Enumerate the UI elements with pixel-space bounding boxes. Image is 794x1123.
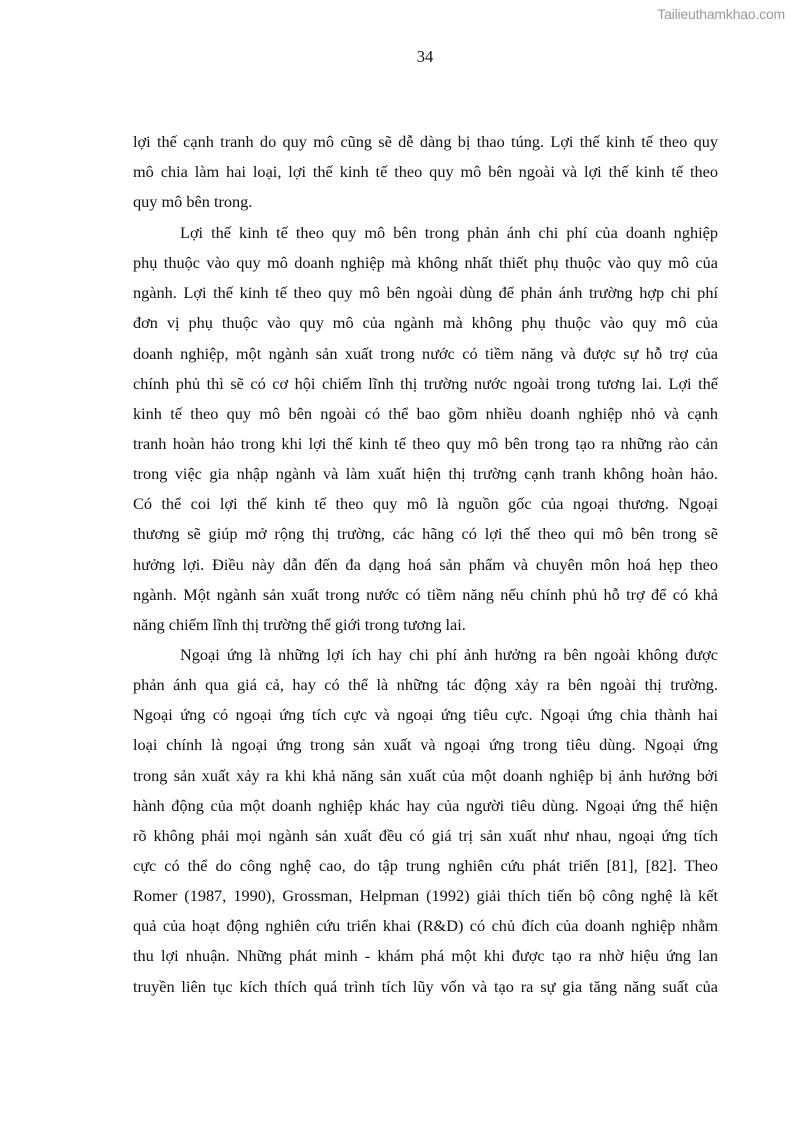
text-line: mô chia làm hai loại, lợi thế kinh tế theo quy mô bên ngoài và lợi thế kinh tế theo — [133, 162, 718, 182]
text-line: Romer (1987, 1990), Grossman, Helpman (1992) giải thích tiến bộ công nghệ là kết — [133, 886, 718, 906]
text-line: kinh tế theo quy mô bên ngoài có thể bao gồm nhiều doanh nghiệp nhỏ và cạnh — [133, 403, 718, 423]
text-line: phụ thuộc vào quy mô doanh nghiệp mà không nhất thiết phụ thuộc vào quy mô của — [133, 253, 718, 273]
text-line: Có thể coi lợi thế kinh tế theo quy mô là nguồn gốc của ngoại thương. Ngoại — [133, 494, 718, 514]
text-line: Ngoại ứng là những lợi ích hay chi phí ảnh hưởng ra bên ngoài không được — [180, 645, 718, 664]
paragraph-3 — [133, 640, 718, 1002]
text-line: tranh hoàn hảo trong khi lợi thế kinh tế theo quy mô bên trong tạo ra những rào cản — [133, 433, 718, 453]
text-line: doanh nghiệp, một ngành sản xuất trong nước có tiềm năng và được sự hỗ trợ của — [133, 343, 718, 363]
text-line: năng chiếm lĩnh thị trường thế giới trong tương lai. — [133, 614, 466, 634]
watermark: Tailieuthamkhao.com — [657, 6, 785, 22]
text-line: cực có thể do công nghệ cao, do tập trung nghiên cứu phát triển [81], [82]. Theo — [133, 855, 718, 875]
text-line: Lợi thế kinh tế theo quy mô bên trong phản ánh chi phí của doanh nghiệp — [180, 223, 718, 242]
text-line: thương sẽ giúp mở rộng thị trường, các hãng có lợi thế theo qui mô bên trong sẽ — [133, 524, 718, 544]
text-line: ngành. Một ngành sản xuất trong nước có tiềm năng nếu chính phủ hỗ trợ để có khả — [133, 584, 718, 604]
text-line: hưởng lợi. Điều này dẫn đến đa dạng hoá sản phẩm và chuyên môn hoá hẹp theo — [133, 554, 718, 574]
text-line: Ngoại ứng có ngoại ứng tích cực và ngoại ứng tiêu cực. Ngoại ứng chia thành hai — [133, 705, 718, 725]
text-line: lợi thế cạnh tranh do quy mô cũng sẽ dễ dàng bị thao túng. Lợi thế kinh tế theo quy — [133, 132, 718, 151]
text-line: trong sản xuất xảy ra khi khả năng sản xuất của một doanh nghiệp bị ảnh hưởng bởi — [133, 765, 718, 785]
text-line: phản ánh qua giá cả, hay có thể là những tác động xảy ra bên ngoài thị trường. — [133, 675, 718, 695]
text-line: thu lợi nhuận. Những phát minh - khám phá một khi được tạo ra nhờ hiệu ứng lan — [133, 946, 718, 966]
text-line: ngành. Lợi thế kinh tế theo quy mô bên ngoài dùng để phản ánh trường hợp chi phí — [133, 283, 718, 303]
text-line: quy mô bên trong. — [133, 192, 253, 212]
text-line: hành động của một doanh nghiệp khác hay của người tiêu dùng. Ngoại ứng thể hiện — [133, 795, 718, 815]
text-line: đơn vị phụ thuộc vào quy mô của ngành mà không phụ thuộc vào quy mô của — [133, 313, 718, 333]
text-line: quả của hoạt động nghiên cứu triển khai (R&D) có chủ đích của doanh nghiệp nhằm — [133, 916, 718, 936]
text-line: truyền liên tục kích thích quá trình tích lũy vốn và tạo ra sự gia tăng năng suất của — [133, 976, 718, 996]
text-line: trong việc gia nhập ngành và làm xuất hiện thị trường cạnh tranh không hoàn hảo. — [133, 464, 718, 484]
text-line: loại chính là ngoại ứng trong sản xuất và ngoại ứng trong tiêu dùng. Ngoại ứng — [133, 735, 718, 755]
paragraph-2 — [133, 218, 718, 640]
page-number: 34 — [416, 47, 434, 66]
paragraph-1 — [133, 127, 718, 217]
text-line: chính phủ thì sẽ có cơ hội chiếm lĩnh thị trường nước ngoài trong tương lai. Lợi thế — [133, 373, 718, 393]
text-line: rõ không phải mọi ngành sản xuất đều có giá trị sản xuất như nhau, ngoại ứng tích — [133, 825, 718, 845]
